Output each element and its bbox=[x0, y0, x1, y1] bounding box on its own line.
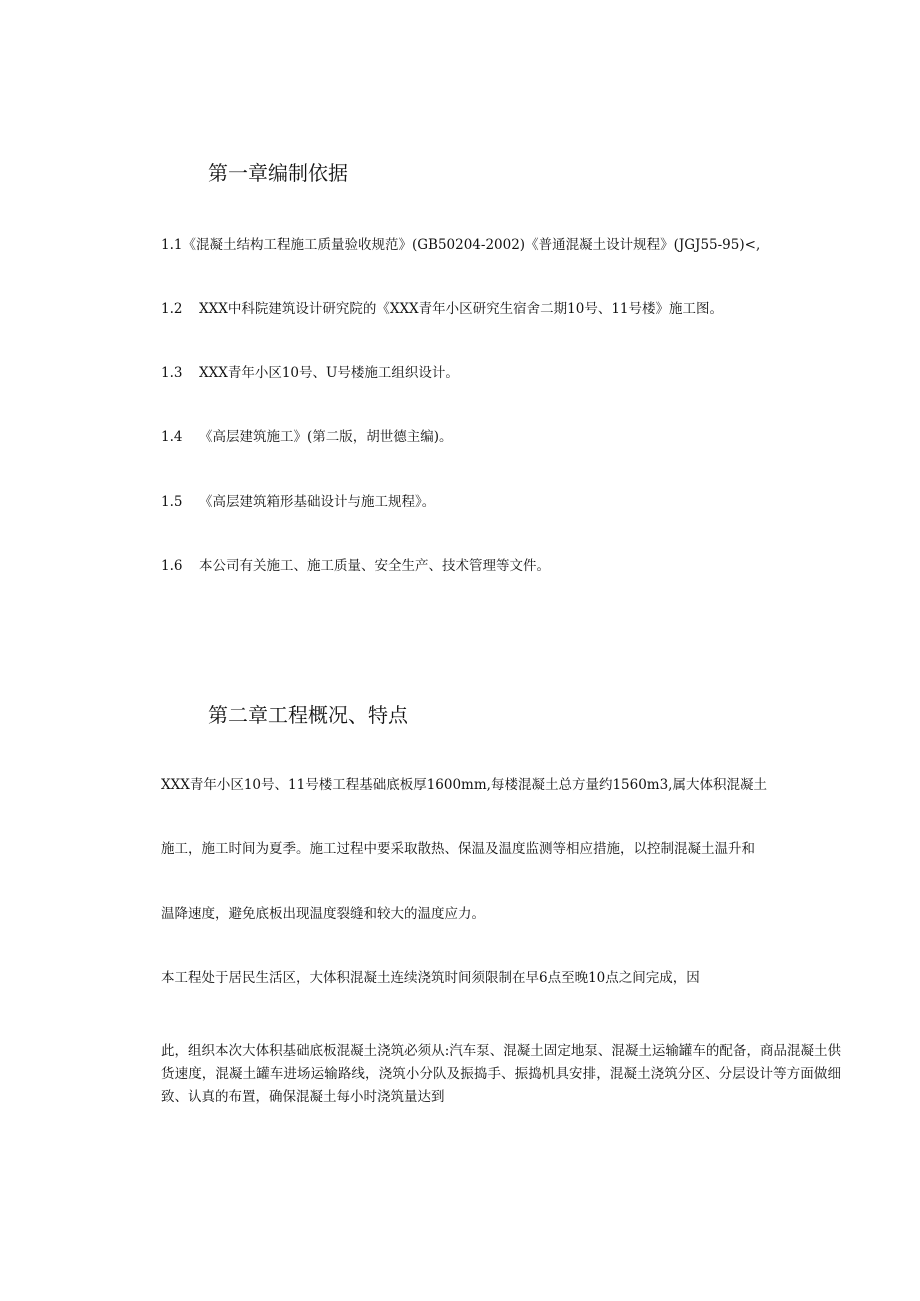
basis-item-1-4 bbox=[161, 425, 453, 445]
basis-item-text: XXX中科院建筑设计研究院的《XXX青年小区研究生宿舍二期10号、11号楼》施工图。 bbox=[199, 301, 724, 317]
basis-item-text: 1.1《混凝土结构工程施工质量验收规范》(GB50204-2002)《普通混凝土设计规程》(JGJ55-95)<, bbox=[161, 237, 761, 253]
basis-item-1-5 bbox=[161, 490, 435, 510]
basis-item-1-1 bbox=[161, 233, 760, 253]
chapter1-title: 第一章编制依据 bbox=[208, 161, 348, 185]
basis-item-text: 本公司有关施工、施工质量、安全生产、技术管理等文件。 bbox=[199, 558, 550, 574]
overview-line-1: XXX青年小区10号、11号楼工程基础底板厚1600mm,每楼混凝土总方量约1560m3,属大体积混凝土 bbox=[161, 777, 767, 793]
basis-item-number: 1.5 bbox=[161, 494, 183, 510]
basis-item-text: XXX青年小区10号、U号楼施工组织设计。 bbox=[199, 365, 459, 381]
basis-item-number: 1.4 bbox=[161, 429, 183, 445]
basis-item-number: 1.2 bbox=[161, 301, 183, 317]
basis-item-text: 《高层建筑施工》(第二版，胡世德主编)。 bbox=[199, 429, 453, 445]
basis-item-1-6 bbox=[161, 554, 550, 574]
overview-line-4: 本工程处于居民生活区，大体积混凝土连续浇筑时间须限制在早6点至晚10点之间完成，因 bbox=[161, 970, 700, 986]
chapter2-title: 第二章工程概况、特点 bbox=[208, 703, 408, 727]
basis-item-1-3 bbox=[161, 361, 459, 381]
basis-item-number: 1.3 bbox=[161, 365, 183, 381]
overview-line-3: 温降速度，避免底板出现温度裂缝和较大的温度应力。 bbox=[161, 906, 485, 922]
basis-item-1-2 bbox=[161, 297, 723, 317]
overview-line-2: 施工，施工时间为夏季。施工过程中要采取散热、保温及温度监测等相应措施，以控制混凝土温升和 bbox=[161, 841, 755, 857]
basis-item-text: 《高层建筑箱形基础设计与施工规程》。 bbox=[199, 494, 436, 510]
overview-final-paragraph: 此，组织本次大体积基础底板混凝土浇筑必须从:汽车泵、混凝土固定地泵、混凝土运输罐车的配备，商品混凝土供货速度，混凝土罐车进场运输路线，浇筑小分队及振捣手、振捣机具安排，混凝土浇筑分区、分层设计等方面做细致、认真的布置，确保混凝土每小时浇筑量达到 bbox=[161, 1043, 841, 1105]
basis-item-number: 1.6 bbox=[161, 558, 183, 574]
